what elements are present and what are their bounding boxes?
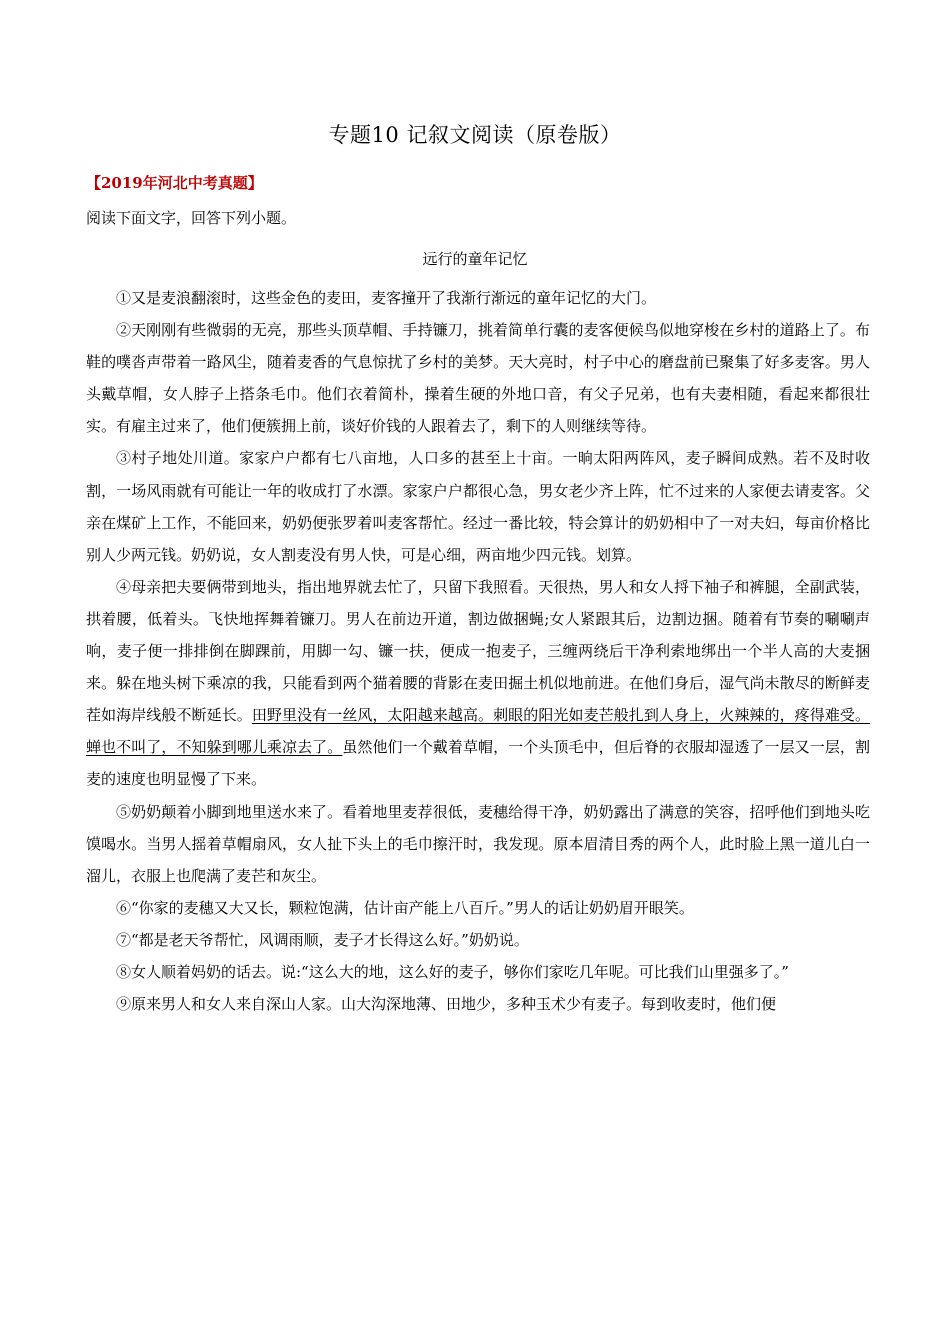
- instruction-text: 阅读下面文字，回答下列小题。: [86, 209, 297, 227]
- paragraph-3: ③村子地处川道。家家户户都有七八亩地，人口多的甚至上十亩。一晌太阳两阵风，麦子瞬间成熟。若不及时收割，一场风雨就有可能让一年的收成打了水漂。家家户户都很心急，男女老少齐上阵，忙不过来的人家便去请麦客。父亲在煤矿上工作，不能回来，奶奶便张罗着叫麦客帮忙。经过一番比较，特会算计的奶奶相中了一对夫妇，每亩价格比别人少两元钱。奶奶说，女人割麦没有男人快，可是心细，两亩地少四元钱。划算。: [86, 449, 870, 564]
- document-title: 专题10 记叙文阅读（原卷版）: [328, 123, 622, 147]
- article-body: [86, 282, 870, 1020]
- paragraph-1: ①又是麦浪翻滚时，这些金色的麦田，麦客撞开了我渐行渐远的童年记忆的大门。: [116, 289, 657, 307]
- paragraph-9: ⑨原来男人和女人来自深山人家。山大沟深地薄、田地少，多种玉术少有麦子。每到收麦时，他们便: [116, 995, 777, 1014]
- underlined-passage: 田野里没有一丝风，太阳越来越高。刺眼的阳光如麦芒般扎到人身上，火辣辣的，疼得难受。蝉也不叫了，不知躲到哪儿乘凉去了。: [86, 706, 870, 757]
- paragraph-8: ⑧女人顺着妈奶的话去。说:“这么大的地，这么好的麦子，够你们家吃几年呢。可比我们山里强多了。”: [116, 962, 789, 981]
- paragraph-4-text: ④母亲把夫要俩带到地头，指出地界就去忙了，只留下我照看。天很热，男人和女人捋下袖子和裤腿，全副武装，拱着腰，低着头。飞快地挥舞着镰刀。男人在前边开道，割边做捆蝇;女人紧跟其后，边割边捆。随着有节奏的唰唰声响，麦子便一排排倒在脚踝前，用脚一勾、镰一扶，便成一抱麦子，三缠两绕后干净利索地绑出一个半人高的大麦捆来。躲在地头树下乘凉的我，只能看到两个猫着腰的背影在麦田掘土机似地前进。在他们身后，湿气尚未散尽的断鲜麦茬如海岸线般不断延长。: [86, 577, 870, 725]
- paragraph-7: ⑦“都是老天爷帮忙，风调雨顺，麦子才长得这么好。”奶奶说。: [116, 930, 529, 949]
- paragraph-2: ②天刚刚有些微弱的无亮，那些头顶草帽、手持镰刀，挑着简单行囊的麦客便候鸟似地穿梭在乡村的道路上了。布鞋的噗沓声带着一路风尘，随着麦香的气息惊扰了乡村的美梦。天大亮时，村子中心的磨盘前已聚集了好多麦客。男人头戴草帽，女人脖子上搭条毛巾。他们衣着简朴，操着生硬的外地口音，有父子兄弟，也有夫妻相随，看起来都很壮实。有雇主过来了，他们便簇拥上前，谈好价钱的人跟着去了，剩下的人则继续等待。: [86, 321, 870, 436]
- paragraph-5: ⑤奶奶颠着小脚到地里送水来了。看着地里麦荐很低，麦穗给得干净，奶奶露出了满意的笑容，招呼他们到地头吃馍喝水。当男人摇着草帽扇风，女人扯下头上的毛巾擦汗时，我发现。原本眉清目秀的两个人，此时脸上黑一道儿白一溜儿，衣服上也爬满了麦芒和灰尘。: [86, 802, 870, 885]
- source-tag: 【2019年河北中考真题】: [86, 174, 263, 192]
- article-title: 远行的童年记忆: [422, 250, 528, 268]
- paragraph-4: [86, 571, 870, 796]
- paragraph-6: ⑥“你家的麦穗又大又长，颗粒饱满，估计亩产能上八百斤。”男人的话让奶奶眉开眼笑。: [116, 898, 694, 917]
- paragraph-4-continuation: 虽然他们一个戴着草帽，一个头顶毛中，但后脊的衣服却湿透了一层又一层，割麦的速度也明显慢了下来。: [86, 738, 870, 789]
